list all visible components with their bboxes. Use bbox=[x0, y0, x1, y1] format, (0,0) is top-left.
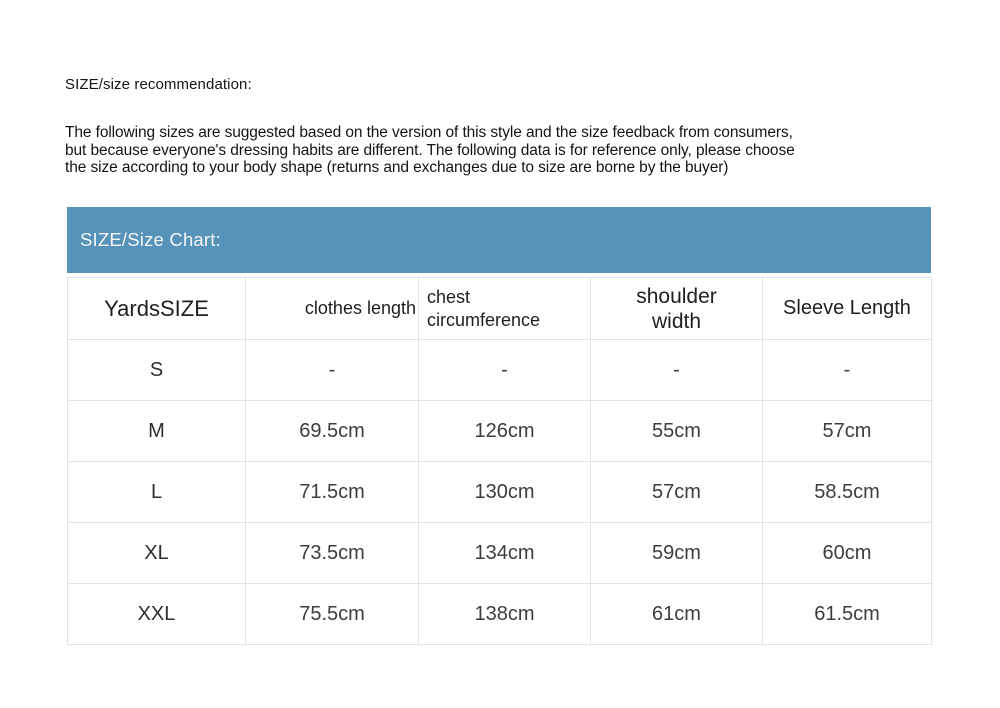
desc-line-2: but because everyone's dressing habits are different. The following data is for reference only, please choose bbox=[65, 141, 795, 159]
shoulder-width-value: 57cm bbox=[591, 462, 763, 523]
size-chart-title: SIZE/Size Chart: bbox=[80, 229, 221, 250]
chest-circumference-value: - bbox=[419, 340, 591, 401]
clothes-length-value: 75.5cm bbox=[246, 584, 419, 645]
page-title: SIZE/size recommendation: bbox=[65, 76, 252, 93]
size-chart-title-bar bbox=[67, 207, 931, 273]
table-row-xl bbox=[68, 523, 932, 584]
shoulder-width-value: 59cm bbox=[591, 523, 763, 584]
desc-line-1: The following sizes are suggested based on the version of this style and the size feedback from consumers, bbox=[65, 124, 793, 141]
col-header-yards-size bbox=[68, 278, 246, 340]
col-header-label: shoulder width bbox=[636, 284, 717, 333]
chest-circumference-value: 134cm bbox=[419, 523, 591, 584]
clothes-length-value: - bbox=[246, 340, 419, 401]
size-label: XXL bbox=[68, 584, 246, 645]
col-header-shoulder-width bbox=[591, 278, 763, 340]
col-header-label: clothes length bbox=[304, 298, 416, 318]
size-label: XL bbox=[68, 523, 246, 584]
size-label: S bbox=[68, 340, 246, 401]
chest-circumference-value: 126cm bbox=[419, 401, 591, 462]
sleeve-length-value: 60cm bbox=[763, 523, 932, 584]
table-row-m bbox=[68, 401, 932, 462]
table-row-s bbox=[68, 340, 932, 401]
desc-line-3: the size according to your body shape (returns and exchanges due to size are borne by the buyer) bbox=[65, 159, 729, 176]
col-header-chest-circumference bbox=[419, 278, 591, 340]
col-header-label: chest circumference bbox=[427, 286, 541, 330]
clothes-length-value: 71.5cm bbox=[246, 462, 419, 523]
size-label: L bbox=[68, 462, 246, 523]
shoulder-width-value: 55cm bbox=[591, 401, 763, 462]
size-label: M bbox=[68, 401, 246, 462]
col-header-label: Sleeve Length bbox=[783, 297, 911, 319]
table-row-xxl bbox=[68, 584, 932, 645]
sleeve-length-value: 57cm bbox=[763, 401, 932, 462]
shoulder-width-value: - bbox=[591, 340, 763, 401]
size-recommendation-text bbox=[65, 124, 945, 177]
sleeve-length-value: 58.5cm bbox=[763, 462, 932, 523]
sleeve-length-value: 61.5cm bbox=[763, 584, 932, 645]
col-header-label: YardsSIZE bbox=[104, 295, 209, 321]
table-header-row bbox=[68, 278, 932, 340]
table-row-l bbox=[68, 462, 932, 523]
sleeve-length-value: - bbox=[763, 340, 932, 401]
size-chart-table bbox=[67, 277, 932, 645]
clothes-length-value: 73.5cm bbox=[246, 523, 419, 584]
col-header-sleeve-length bbox=[763, 278, 932, 340]
clothes-length-value: 69.5cm bbox=[246, 401, 419, 462]
shoulder-width-value: 61cm bbox=[591, 584, 763, 645]
col-header-clothes-length bbox=[246, 278, 419, 340]
chest-circumference-value: 138cm bbox=[419, 584, 591, 645]
chest-circumference-value: 130cm bbox=[419, 462, 591, 523]
